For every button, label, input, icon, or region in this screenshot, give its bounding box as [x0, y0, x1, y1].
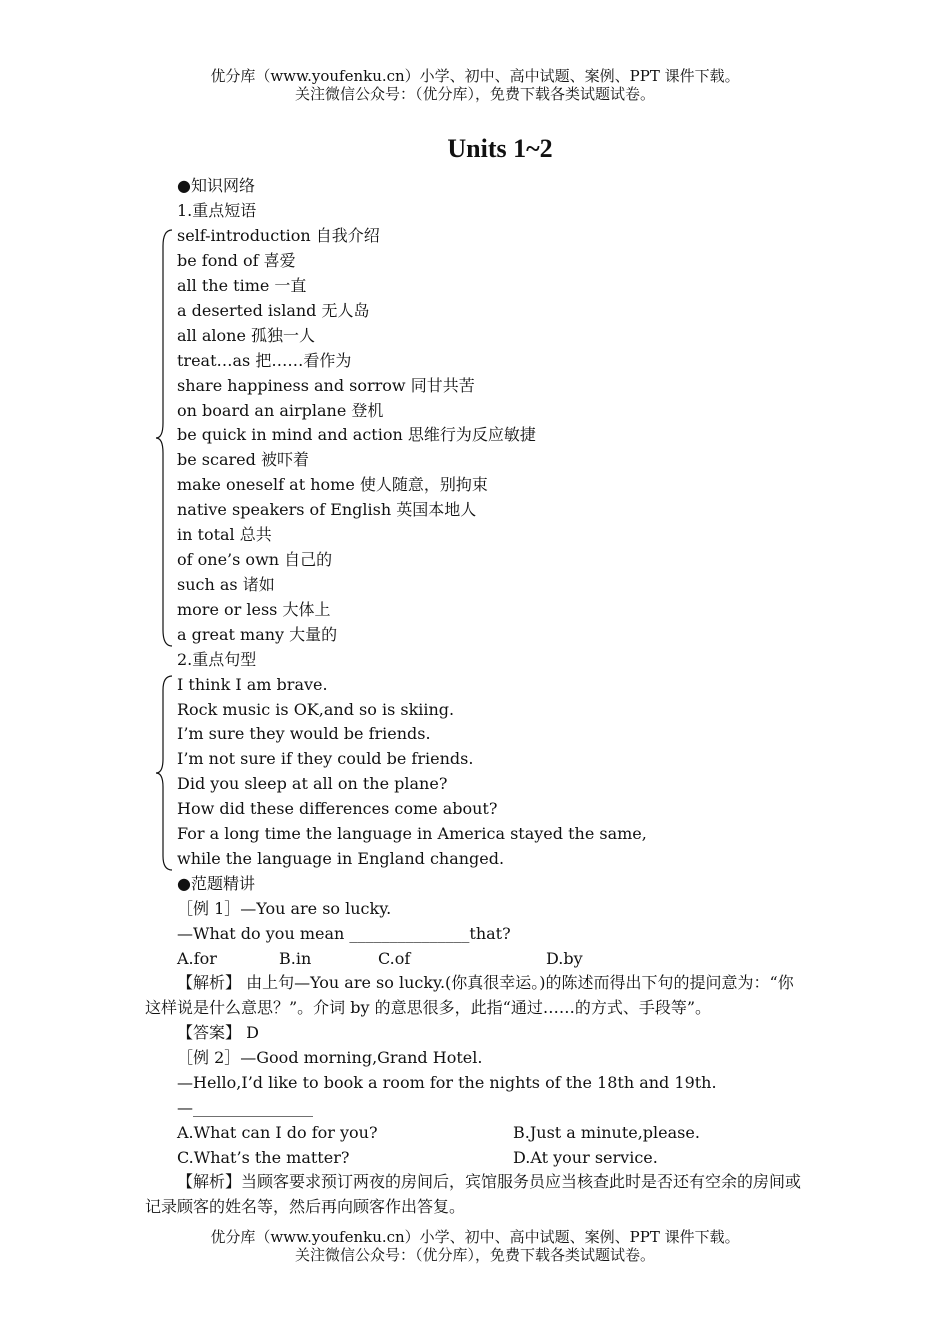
example1-prompt: —What do you mean _______________that? — [177, 924, 511, 943]
option-b: B.Just a minute,please. — [513, 1123, 700, 1142]
phrase-item: be scared 被吓着 — [177, 450, 309, 469]
phrase-item: all alone 孤独一人 — [177, 326, 316, 345]
example2-blank: —_______________ — [177, 1098, 313, 1117]
sentence-item: For a long time the language in America stayed the same, — [177, 824, 647, 843]
header-line-2: 关注微信公众号：（优分库），免费下载各类试题试卷。 — [294, 85, 655, 103]
option-a: A.for — [177, 949, 217, 968]
sentence-item: How did these differences come about? — [177, 799, 498, 818]
phrase-item: make oneself at home 使人随意，别拘束 — [177, 475, 488, 494]
phrase-item: all the time 一直 — [177, 276, 307, 295]
section-heading-examples: ●范题精讲 — [177, 874, 255, 893]
example2-prompt: —Hello,I’d like to book a room for the nights of the 18th and 19th. — [177, 1073, 717, 1092]
page-footer — [0, 1228, 950, 1264]
phrase-item: self-introduction 自我介绍 — [177, 226, 380, 245]
phrase-item: more or less 大体上 — [177, 600, 331, 619]
option-b: B.in — [279, 949, 312, 968]
header-line-1: 优分库（www.youfenku.cn）小学、初中、高中试题、案例、PPT 课件下载。 — [210, 67, 740, 85]
option-a: A.What can I do for you? — [177, 1123, 378, 1142]
example1-analysis: 【解析】 由上句—You are so lucky.(你真很幸运。)的陈述而得出下句的提问意为：“你这样说是什么意思？”。介词 by 的意思很多，此指“通过……的方式、手段等”。 — [145, 973, 794, 1017]
phrase-item: share happiness and sorrow 同甘共苦 — [177, 376, 475, 395]
page-title: Units 1~2 — [447, 134, 553, 163]
footer-line-2: 关注微信公众号：（优分库），免费下载各类试题试卷。 — [294, 1246, 655, 1264]
option-c: C.What’s the matter? — [177, 1148, 350, 1167]
phrase-item: in total 总共 — [177, 525, 272, 544]
footer-line-1: 优分库（www.youfenku.cn）小学、初中、高中试题、案例、PPT 课件下载。 — [210, 1228, 740, 1246]
example2-question: ［例 2］—Good morning,Grand Hotel. — [177, 1048, 483, 1067]
phrase-item: such as 诸如 — [177, 575, 275, 594]
phrase-item: native speakers of English 英国本地人 — [177, 500, 477, 519]
sentence-item: I’m sure they would be friends. — [177, 724, 431, 743]
option-c: C.of — [378, 949, 411, 968]
option-d: D.by — [546, 949, 583, 968]
sentence-item: while the language in England changed. — [177, 849, 505, 868]
sentence-item: I’m not sure if they could be friends. — [177, 749, 474, 768]
phrase-item: a deserted island 无人岛 — [177, 301, 370, 320]
phrase-item: a great many 大量的 — [177, 625, 338, 644]
page-header — [0, 67, 950, 103]
phrase-item: on board an airplane 登机 — [177, 401, 384, 420]
phrase-item: of one’s own 自己的 — [177, 550, 333, 569]
phrases-brace — [155, 228, 175, 648]
example1-answer: 【答案】 D — [177, 1023, 259, 1042]
sentences-heading: 2.重点句型 — [177, 650, 257, 669]
phrase-item: treat…as 把……看作为 — [177, 351, 352, 370]
phrases-heading: 1.重点短语 — [177, 201, 257, 220]
sentences-brace — [155, 674, 175, 872]
section-heading-knowledge: ●知识网络 — [177, 176, 255, 195]
example1-question: ［例 1］—You are so lucky. — [177, 899, 392, 918]
example2-analysis: 【解析】当顾客要求预订两夜的房间后，宾馆服务员应当核查此时是否还有空余的房间或记录顾客的姓名等，然后再向顾客作出答复。 — [145, 1172, 802, 1216]
phrase-item: be fond of 喜爱 — [177, 251, 296, 270]
sentence-item: Did you sleep at all on the plane? — [177, 774, 448, 793]
sentence-item: I think I am brave. — [177, 675, 328, 694]
option-d: D.At your service. — [513, 1148, 658, 1167]
phrase-item: be quick in mind and action 思维行为反应敏捷 — [177, 425, 536, 444]
sentence-item: Rock music is OK,and so is skiing. — [177, 700, 455, 719]
